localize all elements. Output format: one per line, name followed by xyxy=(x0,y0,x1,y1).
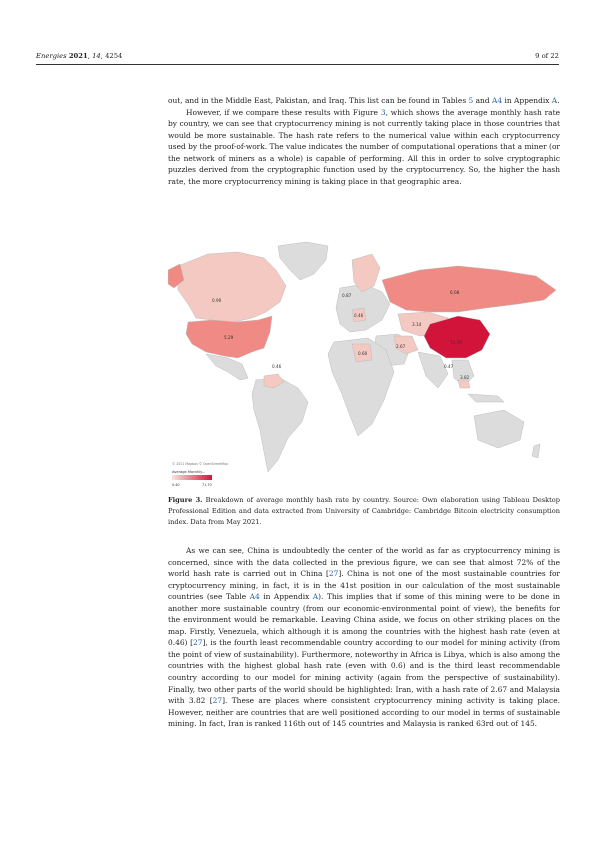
page-number: 9 of 22 xyxy=(535,52,559,60)
legend-gradient-bar xyxy=(172,475,212,480)
legend-title: Average Monthly... xyxy=(172,470,206,474)
label-thailand: 0.47 xyxy=(444,364,454,369)
paragraph-china-analysis: As we can see, China is undoubtedly the center of the world as far as cryptocurrency mining is concerned, since with the data collected in the previous figure, we can see that almost 72% of the world hash rate is carried out in China [27]. China is not one of the most sustainable countries for cryptocurrency mining, in fact, it is in the 41st position in our calculation of the most sustainable countries (see Table A4 in Appendix A). This implies that if some of this mining were to be done in another more sustainable country (from our economic-environmental point of view), the benefits for the environment would be remarkable. Leaving China aside, we focus on other striking places on the map. Firstly, Venezuela, which although it is among the countries with the highest hash rate (even at 0.46) [27], is the fourth least recommendable country according to our model for mining activity (from the point of view of sustainability). Furthermore, noteworthy in Africa is Libya, which is also among the countries with the highest global hash rate (even with 0.6) and is the third least recommendable country according to our model for mining activity (again from the perspective of sustainability). Finally, two other parts of the world should be highlighted: Iran, with a hash rate of 2.67 and Malaysia with 3.82 [27]. These are places where consistent cryptocurrency mining activity is taking place. However, neither are countries that are well positioned according to our model in terms of sustainable mining. In fact, Iran is ranked 116th out of 145 countries and Malaysia is ranked 63rd out of 145. xyxy=(168,546,560,729)
figure-3-map xyxy=(168,240,560,488)
label-malaysia: 3.82 xyxy=(460,375,470,380)
label-germany: 0.46 xyxy=(354,313,364,318)
caption-text: Breakdown of average monthly hash rate by country. Source: Own elaboration using Tableau Desktop Professional Edition and data extracted from University of Cambridge: Cambridge Bitcoin electricity consumption index. Data from May 2021. xyxy=(168,496,560,526)
legend-min: 0.40 xyxy=(172,483,180,487)
label-libya: 0.60 xyxy=(358,351,368,356)
header-rule xyxy=(36,64,559,65)
label-china: 71.70 xyxy=(450,340,462,345)
label-kazakhstan: 3.14 xyxy=(412,322,422,327)
figure-3-link[interactable]: 3 xyxy=(380,107,386,117)
figure-caption xyxy=(168,495,560,528)
label-iran: 2.67 xyxy=(396,344,406,349)
legend-max: 71.70 xyxy=(202,483,212,487)
label-russia: 6.08 xyxy=(450,290,460,295)
table-a4-link-2[interactable]: A4 xyxy=(249,592,260,602)
label-usa: 5.29 xyxy=(224,335,234,340)
label-norway: 0.87 xyxy=(342,293,352,298)
map-credit: © 2021 Mapbox © OpenStreetMap xyxy=(172,462,228,466)
label-venezuela: 0.46 xyxy=(272,364,282,369)
table-5-link[interactable]: 5 xyxy=(468,96,474,105)
appendix-a-link[interactable]: A xyxy=(551,96,558,105)
ref-27-link-2[interactable]: 27 xyxy=(192,638,203,648)
journal-citation: Energies 2021, 14, 4254 xyxy=(36,52,123,60)
malaysia-shape xyxy=(458,380,470,388)
appendix-a-link-2[interactable]: A xyxy=(312,592,319,602)
body-text-bottom xyxy=(168,545,560,730)
body-text-top xyxy=(168,95,560,187)
paragraph-continued: out, and in the Middle East, Pakistan, and Iraq. This list can be found in Tables 5 and A4 in Appendix A. xyxy=(168,96,560,105)
paragraph-hash-rate: However, if we compare these results with Figure 3, which shows the average monthly hash rate by country, we can see that cryptocurrency mining is not currently taking place in those countries that would be more sustainable. The hash rate refers to the numerical value within each cryptocurrency used by the proof-of-work. The value indicates the number of computational operations that a miner (or the network of miners as a whole) is capable of performing. All this in order to solve cryptographic puzzles derived from the cryptographic function used by the cryptocurrency. So, the higher the hash rate, the more cryptocurrency mining is taking place in that geographic area. xyxy=(168,107,560,186)
ref-27-link-3[interactable]: 27 xyxy=(212,696,223,706)
label-canada: 0.90 xyxy=(212,298,222,303)
table-a4-link[interactable]: A4 xyxy=(491,96,503,105)
ref-27-link-1[interactable]: 27 xyxy=(328,569,339,579)
caption-label: Figure 3. xyxy=(168,496,203,504)
